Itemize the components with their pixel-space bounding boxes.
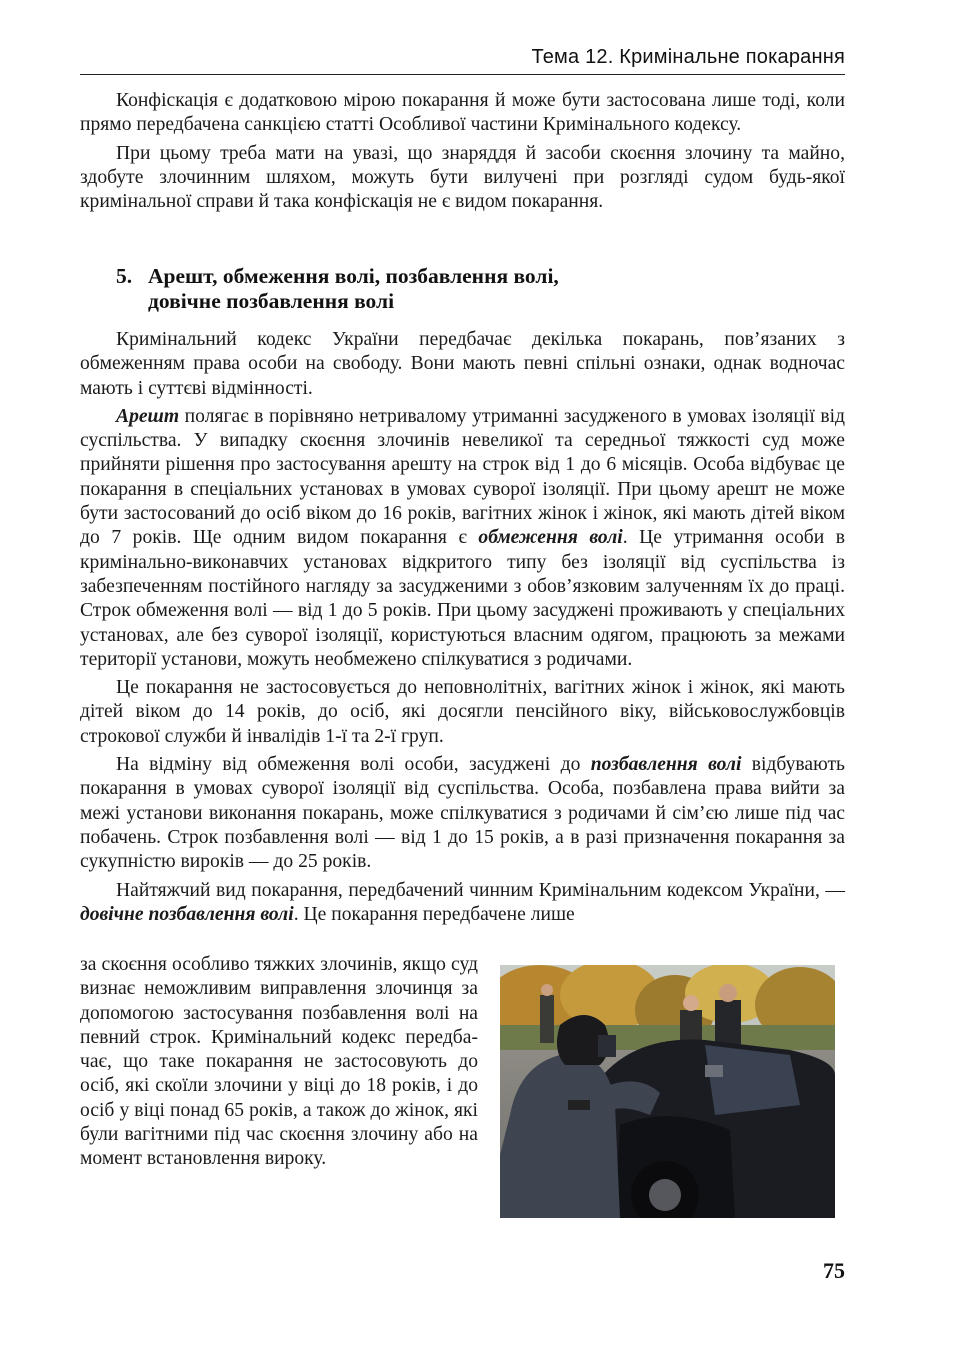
arrest-photo xyxy=(500,965,835,1218)
paragraph-confiscation: Конфіскація є додатковою мірою покарання й може бути застосована лише тоді, коли прямо передбачена санкцією статті Особливої частини Кримінального кодексу. xyxy=(80,90,845,136)
section-number: 5. xyxy=(116,264,133,288)
paragraph-arrest xyxy=(80,405,845,672)
paragraph-imprisonment xyxy=(80,753,845,874)
life-text-a: Найтяжчий вид покарання, передбачений чинним Кримінальним кодексом України, — xyxy=(116,879,845,901)
term-restriction-of-liberty: обмеження волі xyxy=(478,527,623,549)
section-title-line-1: Арешт, обмеження волі, позбавлення волі, xyxy=(148,264,559,288)
arrest-text: полягає в порівняно нетривалому утриманні засудженого в умовах ізоляції від суспільства. У випадку скоєння злочинів невеликої та середньої тяжкості суд може прийняти рішення про застосування арешту на строк від 1 до 6 місяців. Особа відбуває це покарання в спеціальних установах в умовах суворої ізоляції. При цьому арешт не може бути застосований до осіб віком до 16 років, вагітних жінок і жінок, які мають дітей віком до 7 років. Ще одним видом покарання є xyxy=(80,405,845,549)
intro-text xyxy=(80,89,845,214)
life-text-b: . Це покарання передбачене лише xyxy=(293,903,575,925)
section-title-line-2: довічне позбавлення волі xyxy=(148,289,395,313)
imprisonment-text-a: На відміну від обмеження волі особи, засуджені до xyxy=(116,754,591,776)
restriction-text: . Це утримання особи в кримінально-виконавчих установах відкритого типу без ізоляції від суспільства із забезпеченням постійного нагляду за засудженими з обов’язковим залученням їх до праці. Строк обмеження волі — від 1 до 5 років. При цьому засуджені проживають у спеціальних установах, але без суворої ізоляції, користуються власним одягом, працюють за межами території установи, можуть необмежено спілкуватися з родичами. xyxy=(80,527,846,670)
paragraph-restriction-exceptions: Це покарання не застосовується до неповнолітніх, вагітних жінок і жінок, які мають дітей віком до 14 років, до осіб, які досягли пенсійного віку, військовослужбовців строкової служби й інвалідів 1-ї та 2-ї груп. xyxy=(80,677,845,747)
paragraph-life-continuation: за скоєння особливо тяжких злочинів, якщо суд визнає неможливим виправлення злочинця за допомогою застосування позбавлення волі на певний строк. Кримінальний кодекс передбачає, що таке покарання не застосовують до осіб, які скоїли злочини у віці до 18 років, і до осіб у віці понад 65 років, а також до жінок, які були вагітними під час скоєння злочину або на момент встановлення вироку. xyxy=(80,954,478,1170)
term-arrest: Арешт xyxy=(116,405,180,427)
section-body xyxy=(80,328,845,927)
paragraph-confiscation-note: При цьому треба мати на увазі, що знаряддя й засоби скоєння злочину та майно, здобуте злочинним шляхом, можуть бути вилучені при розгляді судом будь-якої кримінальної справи й така конфіскація не є видом покарання. xyxy=(80,142,845,213)
paragraph-overview: Кримінальний кодекс України передбачає декілька покарань, пов’язаних з обмеженням права особи на свободу. Вони мають певні спільні ознаки, однак водночас мають і суттєві відмінності. xyxy=(80,329,845,399)
running-header xyxy=(80,44,845,75)
term-life-imprisonment: довічне позбавлення волі xyxy=(80,903,294,925)
life-imprisonment-continuation xyxy=(80,953,478,1172)
page-number: 75 xyxy=(823,1258,845,1283)
paragraph-life-imprisonment xyxy=(80,879,845,928)
term-imprisonment: позбавлення волі xyxy=(590,754,742,776)
arrest-photo-illustration xyxy=(500,965,835,1218)
running-header-title: Тема 12. Кримінальне покарання xyxy=(531,46,845,68)
imprisonment-text-b: відбувають покарання в умовах суворої ізоляції від суспільства. Особа, позбавлена права вийти за межі установи виконання покарань, може спілкуватися з родичами й сім’єю лише під час побачень. Строк позбавлення волі — від 1 до 15 років, а в разі призначення покарання за сукупністю вироків — до 25 років. xyxy=(80,754,845,873)
